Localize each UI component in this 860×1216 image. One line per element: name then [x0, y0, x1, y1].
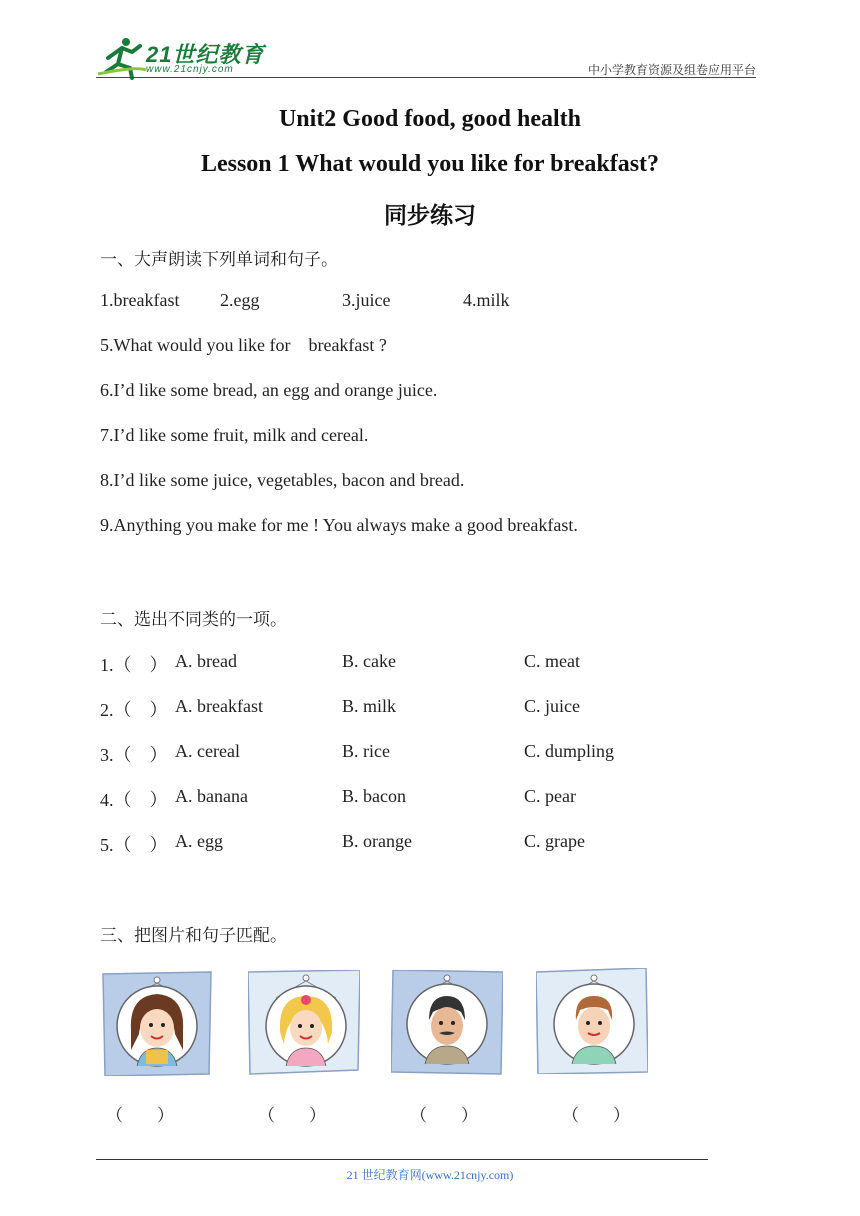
picture-girl-brown-hair — [101, 970, 213, 1076]
option-c: C. juice — [524, 696, 580, 716]
logo-text: 21世纪教育 — [146, 42, 265, 67]
section2-heading: 二、选出不同类的一项。 — [100, 610, 287, 630]
question-number: 5.（ ） — [100, 835, 168, 855]
option-b: B. rice — [342, 741, 390, 761]
word-item: 1.breakfast — [100, 290, 180, 310]
option-c: C. dumpling — [524, 741, 615, 761]
footer-text[interactable]: 21 世纪教育网(www.21cnjy.com) — [346, 1168, 514, 1182]
header-platform-text: 中小学教育资源及组卷应用平台 — [587, 63, 756, 77]
option-b: B. bacon — [342, 786, 406, 806]
section1-heading: 一、大声朗读下列单词和句子。 — [100, 250, 338, 270]
option-b: B. milk — [342, 696, 397, 716]
option-a: A. egg — [175, 831, 223, 851]
answer-blank[interactable]: （ ） — [258, 1106, 326, 1125]
lesson-title: Lesson 1 What would you like for breakfast? — [200, 151, 660, 177]
header-divider — [96, 77, 756, 78]
sentence-item: 9.Anything you make for me ! You always make a good breakfast. — [100, 515, 578, 535]
section3-heading: 三、把图片和句子匹配。 — [100, 926, 287, 946]
sentence-item: 6.I’d like some bread, an egg and orange juice. — [100, 380, 438, 400]
picture-boy-green-shirt — [536, 968, 648, 1074]
sentence-item: 8.I’d like some juice, vegetables, bacon and bread. — [100, 470, 465, 490]
practice-title: 同步练习 — [384, 203, 476, 229]
answer-blank[interactable]: （ ） — [562, 1106, 630, 1125]
question-number: 1.（ ） — [100, 655, 168, 675]
logo-url: www.21cnjy.com — [146, 64, 234, 75]
sentence-item: 7.I’d like some fruit, milk and cereal. — [100, 425, 369, 445]
answer-blank[interactable]: （ ） — [106, 1106, 174, 1125]
word-item: 2.egg — [220, 290, 260, 310]
option-c: C. meat — [524, 651, 580, 671]
picture-girl-blonde-hair — [248, 970, 360, 1076]
word-item: 4.milk — [463, 290, 510, 310]
question-number: 2.（ ） — [100, 700, 168, 720]
option-c: C. grape — [524, 831, 585, 851]
option-c: C. pear — [524, 786, 576, 806]
word-item: 3.juice — [342, 290, 391, 310]
option-a: A. banana — [175, 786, 248, 806]
picture-man-mustache — [391, 970, 503, 1076]
option-b: B. orange — [342, 831, 412, 851]
option-a: A. bread — [175, 651, 237, 671]
answer-blank[interactable]: （ ） — [410, 1106, 478, 1125]
question-number: 3.（ ） — [100, 745, 168, 765]
option-b: B. cake — [342, 651, 396, 671]
option-a: A. cereal — [175, 741, 240, 761]
option-a: A. breakfast — [175, 696, 263, 716]
unit-title: Unit2 Good food, good health — [278, 106, 582, 132]
sentence-item: 5.What would you like for breakfast ? — [100, 335, 387, 355]
footer-divider — [96, 1159, 708, 1160]
question-number: 4.（ ） — [100, 790, 168, 810]
